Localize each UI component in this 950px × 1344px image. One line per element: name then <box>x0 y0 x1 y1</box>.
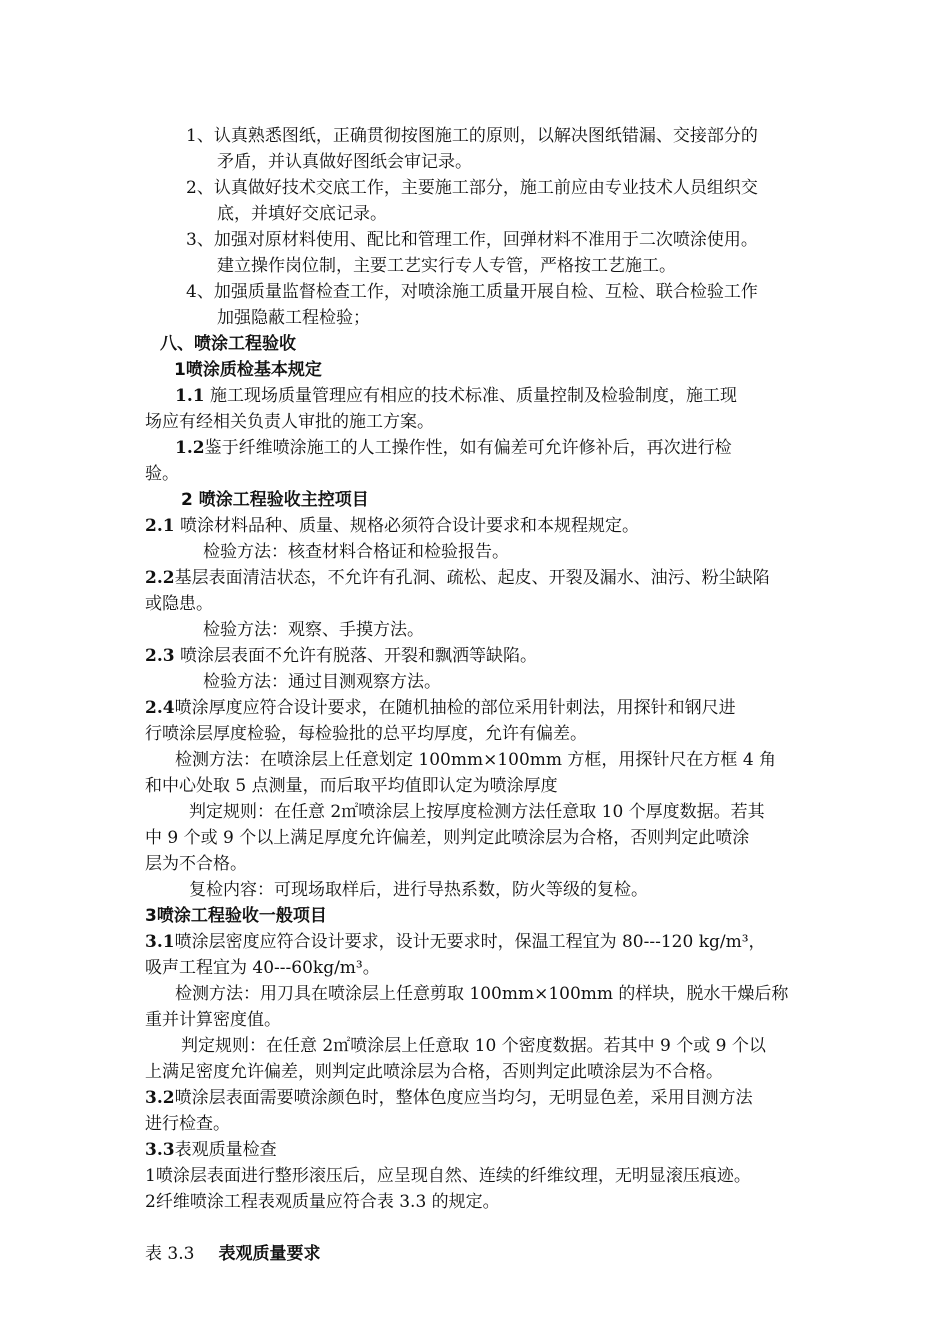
clause-2-4-cont: 行喷涂层厚度检验，每检验批的总平均厚度，允许有偏差。 <box>145 724 587 744</box>
clause-3-3: 3.3表观质量检查 <box>145 1140 277 1160</box>
table-caption <box>145 1241 320 1267</box>
clause-3-2-cont: 进行检查。 <box>145 1114 230 1134</box>
clause-2-4: 2.4喷涂厚度应符合设计要求，在随机抽检的部位采用针刺法，用探针和钢尺进 <box>145 698 736 718</box>
list-item-1-cont: 矛盾，并认真做好图纸会审记录。 <box>217 152 472 172</box>
list-item-4 <box>186 279 758 305</box>
clause-3-3-item-1: 1喷涂层表面进行整形滚压后，应呈现自然、连续的纤维纹理，无明显滚压痕迹。 <box>145 1166 751 1186</box>
clause-number: 3.3 <box>145 1140 175 1160</box>
clause-number: 1.2 <box>175 438 205 458</box>
clause-3-3-item-2: 2纤维喷涂工程表观质量应符合表 3.3 的规定。 <box>145 1192 500 1212</box>
clause-2-4-method: 检测方法：在喷涂层上任意划定 100mm×100mm 方框，用探针尺在方框 4 角 <box>175 750 777 770</box>
clause-3-1-method: 检测方法：用刀具在喷涂层上任意剪取 100mm×100mm 的样块，脱水干燥后称 <box>175 984 789 1004</box>
list-item-2-cont: 底，并填好交底记录。 <box>217 204 387 224</box>
clause-2-2-cont: 或隐患。 <box>145 594 213 614</box>
clause-2-4-rule-cont2: 层为不合格。 <box>145 854 247 874</box>
list-text: 认真熟悉图纸，正确贯彻按图施工的原则，以解决图纸错漏、交接部分的 <box>213 126 758 146</box>
subsection-heading-2: 2 喷涂工程验收主控项目 <box>181 490 369 510</box>
clause-1-2: 1.2鉴于纤维喷涂施工的人工操作性，如有偏差可允许修补后，再次进行检 <box>175 438 732 458</box>
clause-2-4-rule: 判定规则：在任意 2㎡喷涂层上按厚度检测方法任意取 10 个厚度数据。若其 <box>189 802 765 822</box>
clause-2-4-method-cont: 和中心处取 5 点测量，而后取平均值即认定为喷涂厚度 <box>145 776 558 796</box>
clause-number: 1.1 <box>175 386 205 406</box>
list-item-2 <box>186 175 758 201</box>
clause-3-1-rule-cont: 上满足密度允许偏差，则判定此喷涂层为合格，否则判定此喷涂层为不合格。 <box>145 1062 723 1082</box>
clause-2-4-recheck: 复检内容：可现场取样后，进行导热系数，防火等级的复检。 <box>189 880 648 900</box>
section-heading: 八、喷涂工程验收 <box>160 334 296 354</box>
clause-2-2-method: 检验方法：观察、手摸方法。 <box>203 620 424 640</box>
clause-number: 2.1 <box>145 516 175 536</box>
list-number: 1、 <box>186 126 214 146</box>
list-number: 2、 <box>186 178 214 198</box>
clause-number: 3.1 <box>145 932 175 952</box>
clause-2-3-method: 检验方法：通过目测观察方法。 <box>203 672 441 692</box>
clause-2-3: 2.3 喷涂层表面不允许有脱落、开裂和飘洒等缺陷。 <box>145 646 537 666</box>
subsection-heading-1: 1喷涂质检基本规定 <box>174 360 322 380</box>
list-number: 4、 <box>186 282 214 302</box>
list-text: 认真做好技术交底工作，主要施工部分，施工前应由专业技术人员组织交 <box>213 178 758 198</box>
clause-number: 3.2 <box>145 1088 175 1108</box>
clause-2-4-rule-cont: 中 9 个或 9 个以上满足厚度允许偏差，则判定此喷涂层为合格，否则判定此喷涂 <box>145 828 750 848</box>
subsection-heading-3: 3喷涂工程验收一般项目 <box>145 906 327 926</box>
list-text: 加强对原材料使用、配比和管理工作，回弹材料不准用于二次喷涂使用。 <box>213 230 758 250</box>
clause-3-1: 3.1喷涂层密度应符合设计要求，设计无要求时，保温工程宜为 80---120 kg/m³， <box>145 932 766 952</box>
list-item-3 <box>186 227 758 253</box>
clause-number: 2.4 <box>145 698 175 718</box>
clause-3-1-rule: 判定规则：在任意 2㎡喷涂层上任意取 10 个密度数据。若其中 9 个或 9 个以 <box>181 1036 766 1056</box>
clause-1-1-cont: 场应有经相关负责人审批的施工方案。 <box>145 412 434 432</box>
clause-1-2-cont: 验。 <box>145 464 179 484</box>
table-label: 表 3.3 <box>145 1244 195 1264</box>
clause-2-2: 2.2基层表面清洁状态，不允许有孔洞、疏松、起皮、开裂及漏水、油污、粉尘缺陷 <box>145 568 770 588</box>
clause-2-1-method: 检验方法：核查材料合格证和检验报告。 <box>203 542 509 562</box>
clause-number: 2.2 <box>145 568 175 588</box>
clause-3-1-method-cont: 重并计算密度值。 <box>145 1010 281 1030</box>
clause-2-1: 2.1 喷涂材料品种、质量、规格必须符合设计要求和本规程规定。 <box>145 516 639 536</box>
clause-number: 2.3 <box>145 646 175 666</box>
list-item-4-cont: 加强隐蔽工程检验； <box>217 308 370 328</box>
list-number: 3、 <box>186 230 214 250</box>
clause-3-2: 3.2喷涂层表面需要喷涂颜色时，整体色度应当均匀，无明显色差，采用目测方法 <box>145 1088 753 1108</box>
list-item-3-cont: 建立操作岗位制，主要工艺实行专人专管，严格按工艺施工。 <box>217 256 676 276</box>
clause-3-1-cont: 吸声工程宜为 40---60kg/m³。 <box>145 958 380 978</box>
table-title: 表观质量要求 <box>218 1244 321 1264</box>
list-text: 加强质量监督检查工作，对喷涂施工质量开展自检、互检、联合检验工作 <box>213 282 758 302</box>
clause-1-1: 1.1 施工现场质量管理应有相应的技术标准、质量控制及检验制度，施工现 <box>175 386 737 406</box>
list-item-1 <box>186 123 758 149</box>
